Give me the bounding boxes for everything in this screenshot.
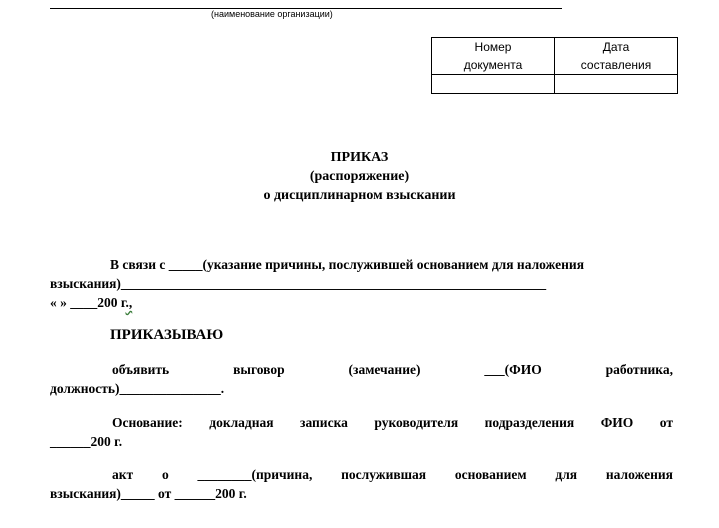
act-line-1: акт о ________(причина, послужившая основанием для наложения — [112, 467, 673, 482]
reprimand-line-2: должность)_______________. — [50, 381, 225, 396]
basis-line-1: Основание: докладная записка руководителя подразделения ФИО от — [112, 415, 673, 430]
reprimand-line-1: объявить выговор (замечание) ___(ФИО работника, — [112, 362, 673, 377]
document-number-cell[interactable] — [432, 75, 555, 94]
order-topic: о дисциплинарном взыскании — [263, 188, 456, 203]
order-subtitle: (распоряжение) — [309, 169, 410, 184]
document-date-cell[interactable] — [555, 75, 678, 94]
document-date-header: Дата составления — [555, 38, 678, 75]
reason-date-line: « » ____200 г., — [50, 295, 133, 310]
basis-line-2: ______200 г. — [50, 434, 123, 449]
reason-line-1: В связи с _____(указание причины, послужившей основанием для наложения — [110, 257, 585, 272]
order-word: ПРИКАЗЫВАЮ — [110, 327, 224, 343]
organization-caption: (наименование организации) — [211, 9, 333, 19]
document-number-header: Номер документа — [432, 38, 555, 75]
order-title: ПРИКАЗ — [330, 150, 389, 165]
act-line-2: взыскания)_____ от ______200 г. — [50, 486, 247, 501]
document-number-date-table — [431, 37, 678, 94]
reason-line-2: взыскания)_______________________________________________________________ — [50, 276, 547, 291]
